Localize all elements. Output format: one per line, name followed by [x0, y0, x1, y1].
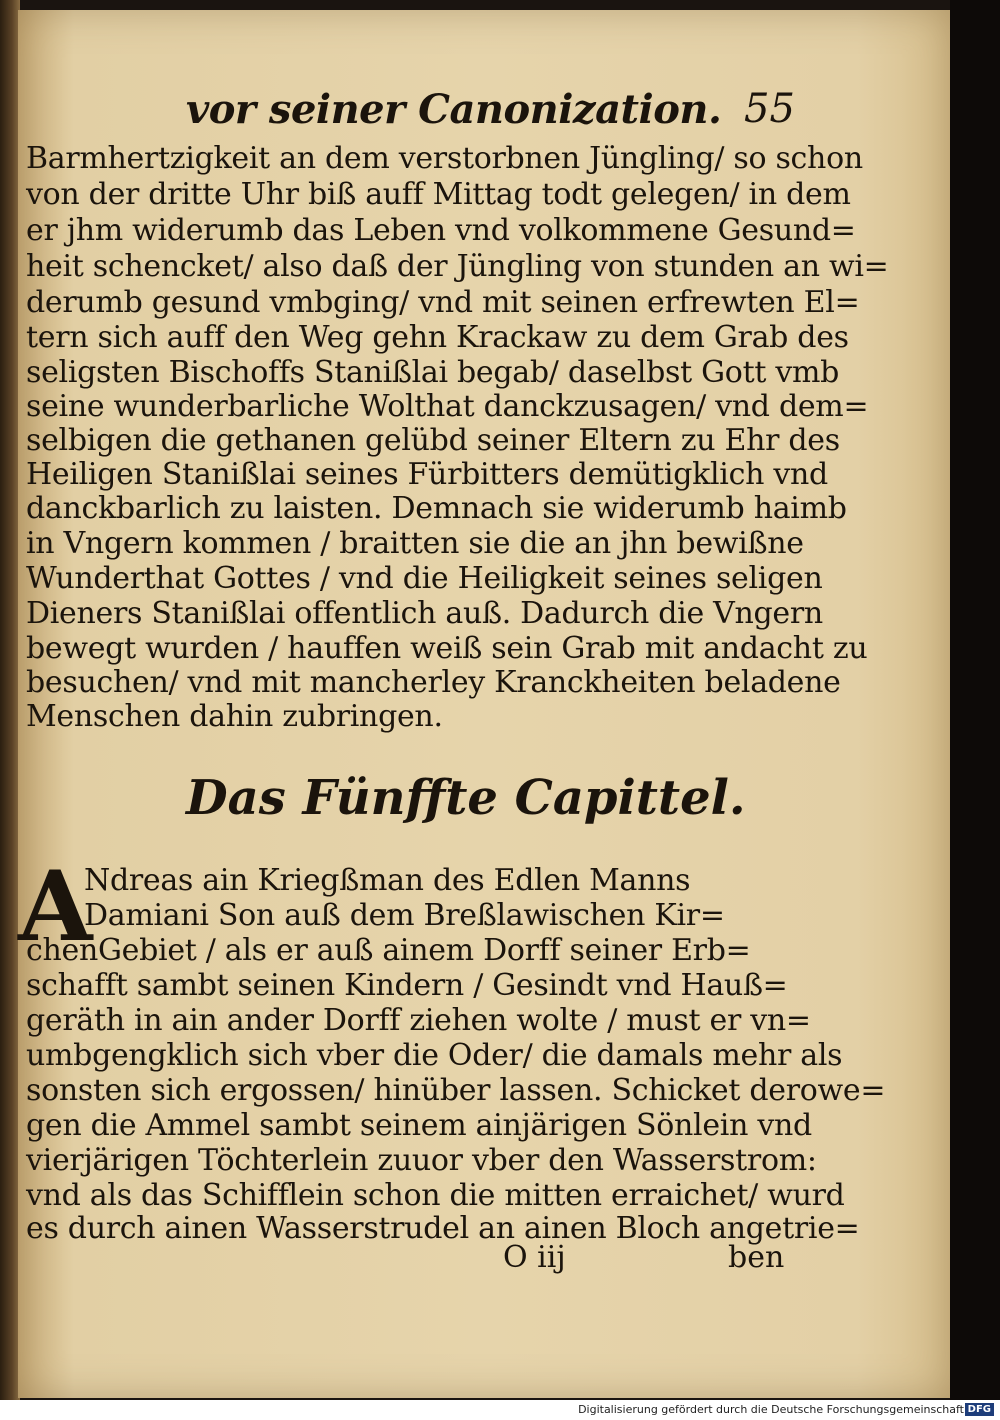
text-line: Ndreas ain Kriegßman des Edlen Manns: [84, 863, 691, 898]
text-line: sonsten sich ergossen/ hinüber lassen. Schicket derowe=: [26, 1073, 886, 1108]
text-line: es durch ainen Wasserstrudel an ainen Bloch angetrie=: [26, 1211, 860, 1246]
text-line: er jhm widerumb das Leben vnd volkommene Gesund=: [26, 213, 856, 248]
text-line: Dieners Stanißlai offentlich auß. Dadurch die Vngern: [26, 596, 823, 631]
text-line: tern sich auff den Weg gehn Krackaw zu dem Grab des: [26, 320, 849, 355]
text-line: schafft sambt seinen Kindern / Gesindt vnd Hauß=: [26, 968, 788, 1003]
text-line: Wunderthat Gottes / vnd die Heiligkeit seines seligen: [26, 561, 823, 596]
page-number: 55: [744, 86, 795, 132]
catchword: ben: [728, 1240, 785, 1275]
text-line: in Vngern kommen / braitten sie die an jhn bewißne: [26, 526, 804, 561]
text-line: bewegt wurden / hauffen weiß sein Grab mit andacht zu: [26, 631, 868, 666]
text-line: umbgengklich sich vber die Oder/ die damals mehr als: [26, 1038, 843, 1073]
text-line: derumb gesund vmbging/ vnd mit seinen erfrewten El=: [26, 285, 860, 320]
text-line: seligsten Bischoffs Stanißlai begab/ daselbst Gott vmb: [26, 355, 840, 390]
text-line: Menschen dahin zubringen.: [26, 699, 443, 734]
decorated-initial: A: [18, 850, 93, 963]
text-line: gen die Ammel sambt seinem ainjärigen Sönlein vnd: [26, 1108, 812, 1143]
text-line: Damiani Son auß dem Breßlawischen Kir=: [84, 898, 725, 933]
text-line: vnd als das Schifflein schon die mitten erraichet/ wurd: [26, 1178, 845, 1213]
text-line: Barmhertzigkeit an dem verstorbnen Jüngling/ so schon: [26, 141, 863, 176]
footer-bar: [0, 1400, 1000, 1420]
text-line: geräth in ain ander Dorff ziehen wolte / must er vn=: [26, 1003, 811, 1038]
dfg-logo-icon: DFG: [965, 1403, 994, 1416]
signature-mark: O iij: [503, 1240, 566, 1275]
chapter-heading: Das Fünffte Capittel.: [186, 770, 746, 826]
text-line: Heiligen Stanißlai seines Fürbitters demütigklich vnd: [26, 457, 828, 492]
text-line: selbigen die gethanen gelübd seiner Eltern zu Ehr des: [26, 423, 840, 458]
text-line: von der dritte Uhr biß auff Mittag todt gelegen/ in dem: [26, 177, 851, 212]
text-line: seine wunderbarliche Wolthat danckzusagen/ vnd dem=: [26, 389, 869, 424]
text-line: chenGebiet / als er auß ainem Dorff seiner Erb=: [26, 933, 751, 968]
text-line: besuchen/ vnd mit mancherley Kranckheiten beladene: [26, 665, 841, 700]
running-title: vor seiner Canonization.: [186, 86, 722, 133]
text-line: vierjärigen Töchterlein zuuor vber den Wasserstrom:: [26, 1143, 817, 1178]
funding-credit: Digitalisierung gefördert durch die Deutsche Forschungsgemeinschaft: [578, 1403, 964, 1416]
scan-background: [950, 0, 1000, 1400]
book-gutter-edge: [0, 0, 20, 1400]
text-line: heit schencket/ also daß der Jüngling von stunden an wi=: [26, 249, 889, 284]
text-line: danckbarlich zu laisten. Demnach sie widerumb haimb: [26, 491, 847, 526]
